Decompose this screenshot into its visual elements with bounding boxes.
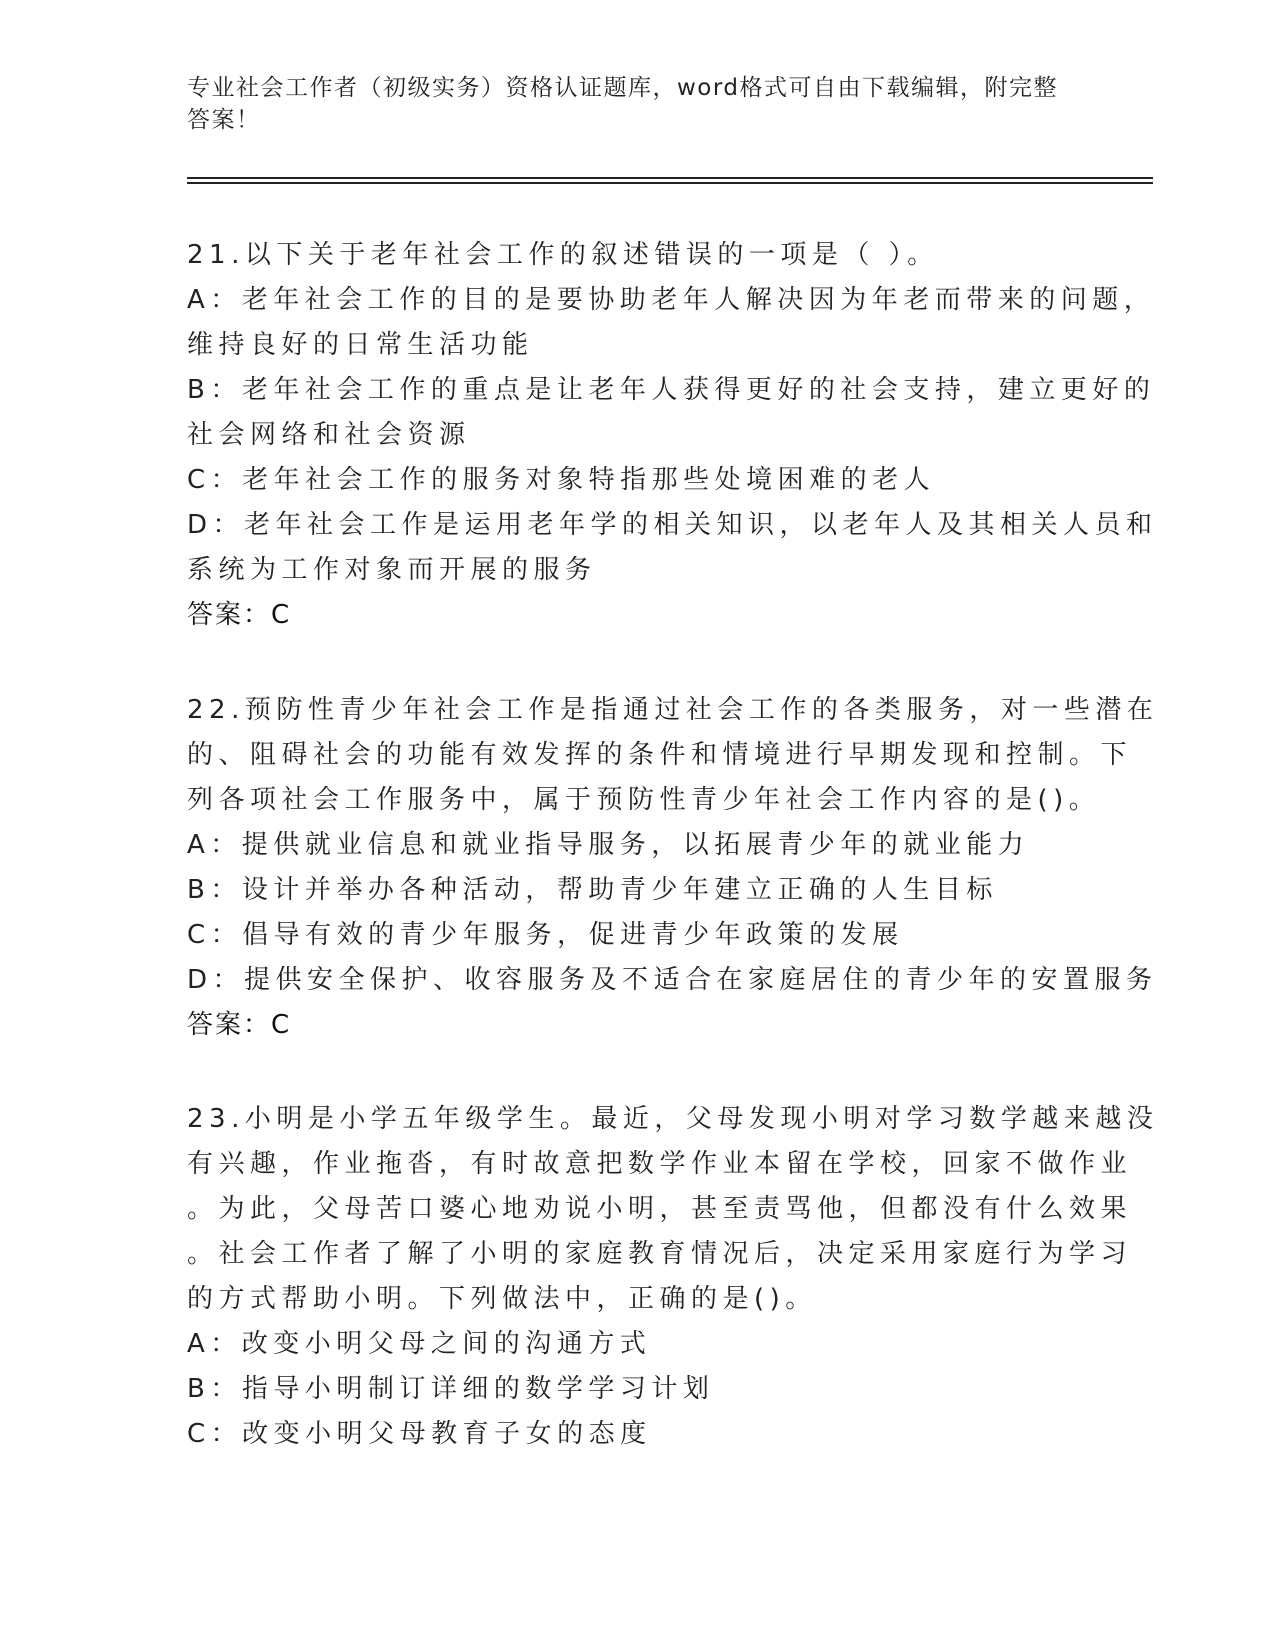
question-stem-line-4: 。社会工作者了解了小明的家庭教育情况后，决定采用家庭行为学习 bbox=[187, 1239, 1133, 1269]
option-a-line-1: A：提供就业信息和就业指导服务，以拓展青少年的就业能力 bbox=[187, 830, 1030, 860]
question-stem-line-2: 的、阻碍社会的功能有效发挥的条件和情境进行早期发现和控制。下 bbox=[187, 740, 1133, 770]
option-d-line-1: D：提供安全保护、收容服务及不适合在家庭居住的青少年的安置服务 bbox=[187, 965, 1158, 995]
header-divider-top bbox=[187, 177, 1153, 179]
option-d-line-2: 系统为工作对象而开展的服务 bbox=[187, 555, 597, 585]
option-a bbox=[187, 278, 1156, 368]
option-a bbox=[187, 1322, 1077, 1367]
answer: 答案：C bbox=[187, 1010, 292, 1040]
option-b bbox=[187, 1367, 1077, 1412]
option-b-line-1: B：老年社会工作的重点是让老年人获得更好的社会支持，建立更好的 bbox=[187, 375, 1156, 405]
question-stem-line-1: 23.小明是小学五年级学生。最近，父母发现小明对学习数学越来越没 bbox=[187, 1104, 1159, 1134]
option-c-line-1: C：老年社会工作的服务对象特指那些处境困难的老人 bbox=[187, 465, 936, 495]
question-stem-line-3: 。为此，父母苦口婆心地劝说小明，甚至责骂他，但都没有什么效果 bbox=[187, 1194, 1133, 1224]
question-22 bbox=[187, 688, 1159, 1048]
option-b-line-2: 社会网络和社会资源 bbox=[187, 420, 471, 450]
question-stem-line-5: 的方式帮助小明。下列做法中，正确的是()。 bbox=[187, 1284, 817, 1314]
question-stem: 21.以下关于老年社会工作的叙述错误的一项是（ ）。 bbox=[187, 240, 939, 270]
option-c-line-1: C：倡导有效的青少年服务，促进青少年政策的发展 bbox=[187, 920, 904, 950]
option-c bbox=[187, 1412, 1077, 1457]
option-d bbox=[187, 503, 1158, 593]
option-a-line-1: A：老年社会工作的目的是要协助老年人解决因为年老而带来的问题， bbox=[187, 285, 1156, 315]
option-d-line-1: D：老年社会工作是运用老年学的相关知识，以老年人及其相关人员和 bbox=[187, 510, 1158, 540]
question-21 bbox=[187, 233, 1158, 638]
question-stem-line-2: 有兴趣，作业拖沓，有时故意把数学作业本留在学校，回家不做作业 bbox=[187, 1149, 1133, 1179]
question-stem-line-3: 列各项社会工作服务中，属于预防性青少年社会工作内容的是()。 bbox=[187, 785, 1101, 815]
option-a-line-2: 维持良好的日常生活功能 bbox=[187, 330, 534, 360]
option-b bbox=[187, 368, 1156, 458]
header-divider-bottom bbox=[187, 182, 1153, 184]
option-b-line-1: B：指导小明制订详细的数学学习计划 bbox=[187, 1374, 715, 1404]
option-c bbox=[187, 913, 1077, 958]
option-c bbox=[187, 458, 1077, 503]
header-line-2: 答案！ bbox=[187, 107, 261, 133]
answer: 答案：C bbox=[187, 600, 292, 630]
option-b bbox=[187, 868, 1077, 913]
document-header bbox=[187, 72, 1067, 136]
option-a-line-1: A：改变小明父母之间的沟通方式 bbox=[187, 1329, 652, 1359]
option-d bbox=[187, 958, 1158, 1003]
header-line-1: 专业社会工作者（初级实务）资格认证题库，word格式可自由下载编辑，附完整 bbox=[187, 75, 1059, 101]
option-a bbox=[187, 823, 1077, 868]
question-stem-line-1: 22.预防性青少年社会工作是指通过社会工作的各类服务，对一些潜在 bbox=[187, 695, 1159, 725]
option-b-line-1: B：设计并举办各种活动，帮助青少年建立正确的人生目标 bbox=[187, 875, 998, 905]
question-23 bbox=[187, 1097, 1159, 1457]
option-c-line-1: C：改变小明父母教育子女的态度 bbox=[187, 1419, 652, 1449]
